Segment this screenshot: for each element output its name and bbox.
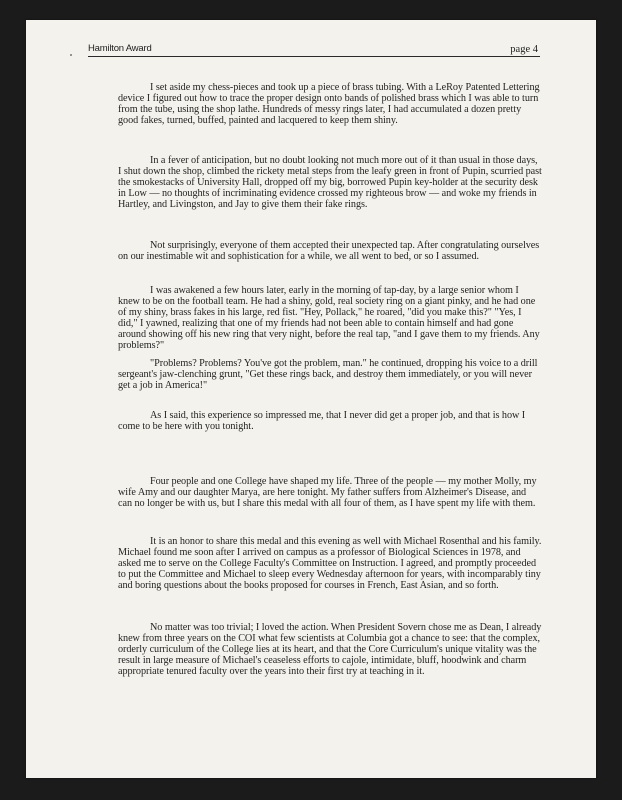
paragraph-6-block bbox=[118, 410, 542, 432]
paragraph-1-block bbox=[118, 82, 542, 126]
paragraph: As I said, this experience so impressed me, that I never did get a proper job, and that is how I come to be here with you tonight. bbox=[118, 410, 526, 432]
paragraph: Not surprisingly, everyone of them accepted their unexpected tap. After congratulating ourselves on our inestimable wit and sophistication for a while, we all went to bed, or so I assumed. bbox=[118, 240, 540, 262]
paragraph-5-block bbox=[118, 358, 542, 391]
paper-speck bbox=[70, 54, 72, 56]
paragraph: Four people and one College have shaped my life. Three of the people — my mother Molly, my wife Amy and our daughter Marya, are here tonight. My father suffers from Alzheimer's Disease, and can no longer be with us, but I share this medal with all four of them, as I have spent my life with them. bbox=[118, 476, 537, 509]
paragraph: "Problems? Problems? You've got the problem, man." he continued, dropping his voice to a drill sergeant's jaw-clenching grunt, "Get these rings back, and destroy them immediately, or you will never get a job in America!" bbox=[118, 358, 538, 391]
paragraph-2-block bbox=[118, 155, 542, 210]
paragraph: It is an honor to share this medal and this evening as well with Michael Rosenthal and his family. Michael found me soon after I arrived on campus as a professor of Biological Sciences in 1978, and asked me to serve on the College Faculty's Committee on Instruction. I agreed, and promptly proceeded to put the Committee and Michael to sleep every Wednesday afternoon for years, with incomparably tiny and boring questions about the books proposed for courses in French, East Asian, and so forth. bbox=[118, 536, 542, 591]
paragraph-8-block bbox=[118, 536, 542, 591]
paragraph-9-block bbox=[118, 622, 542, 677]
page-header bbox=[88, 41, 540, 57]
paragraph-7-block bbox=[118, 476, 542, 509]
paragraph: In a fever of anticipation, but no doubt looking not much more out of it than usual in those days, I shut down the shop, climbed the rickety metal steps from the leafy green in front of Pupin, scurried past the smokestacks of University Hall, dropped off my big, borrowed Pupin key-holder at the security desk in Low — no thoughts of incriminating evidence crossed my righteous brow — and woke my friends in Hartley, and Livingston, and Jay to give them their fake rings. bbox=[118, 155, 542, 210]
paragraph: I was awakened a few hours later, early in the morning of tap-day, by a large senior whom I knew to be on the football team. He had a shiny, gold, real society ring on a giant pinky, and he had one of my shiny, brass fakes in his large, red fist. "Hey, Pollack," he roared, "did you make this?" "Yes, I did," I yawned, realizing that one of my friends had not been able to contain himself and had gone around showing off his new ring that very night, before the real tap, "and I gave them to my friends. Any problems?" bbox=[118, 285, 540, 351]
paragraph-3-block bbox=[118, 240, 542, 262]
paragraph-4-block bbox=[118, 285, 542, 351]
page-number: page 4 bbox=[510, 44, 538, 55]
paragraph: I set aside my chess-pieces and took up a piece of brass tubing. With a LeRoy Patented Lettering device I figured out how to trace the proper design onto bands of polished brass which I was able to turn from the tube, using the shop lathe. Hundreds of messy rings later, I had accumulated a dozen pretty good fakes, turned, buffed, painted and lacquered to keep them shiny. bbox=[118, 82, 540, 126]
paragraph: No matter was too trivial; I loved the action. When President Sovern chose me as Dean, I already knew from three years on the COI what few scientists at Columbia got a chance to see: that the complex, orderly curriculum of the College lies at its heart, and that the Core Curriculum's unique vitality was the result in large measure of Michael's ceaseless efforts to cajole, intimidate, bluff, hoodwink and charm appropriate tenured faculty over the years into their first try at teaching in it. bbox=[118, 622, 542, 677]
header-title: Hamilton Award bbox=[88, 43, 152, 54]
